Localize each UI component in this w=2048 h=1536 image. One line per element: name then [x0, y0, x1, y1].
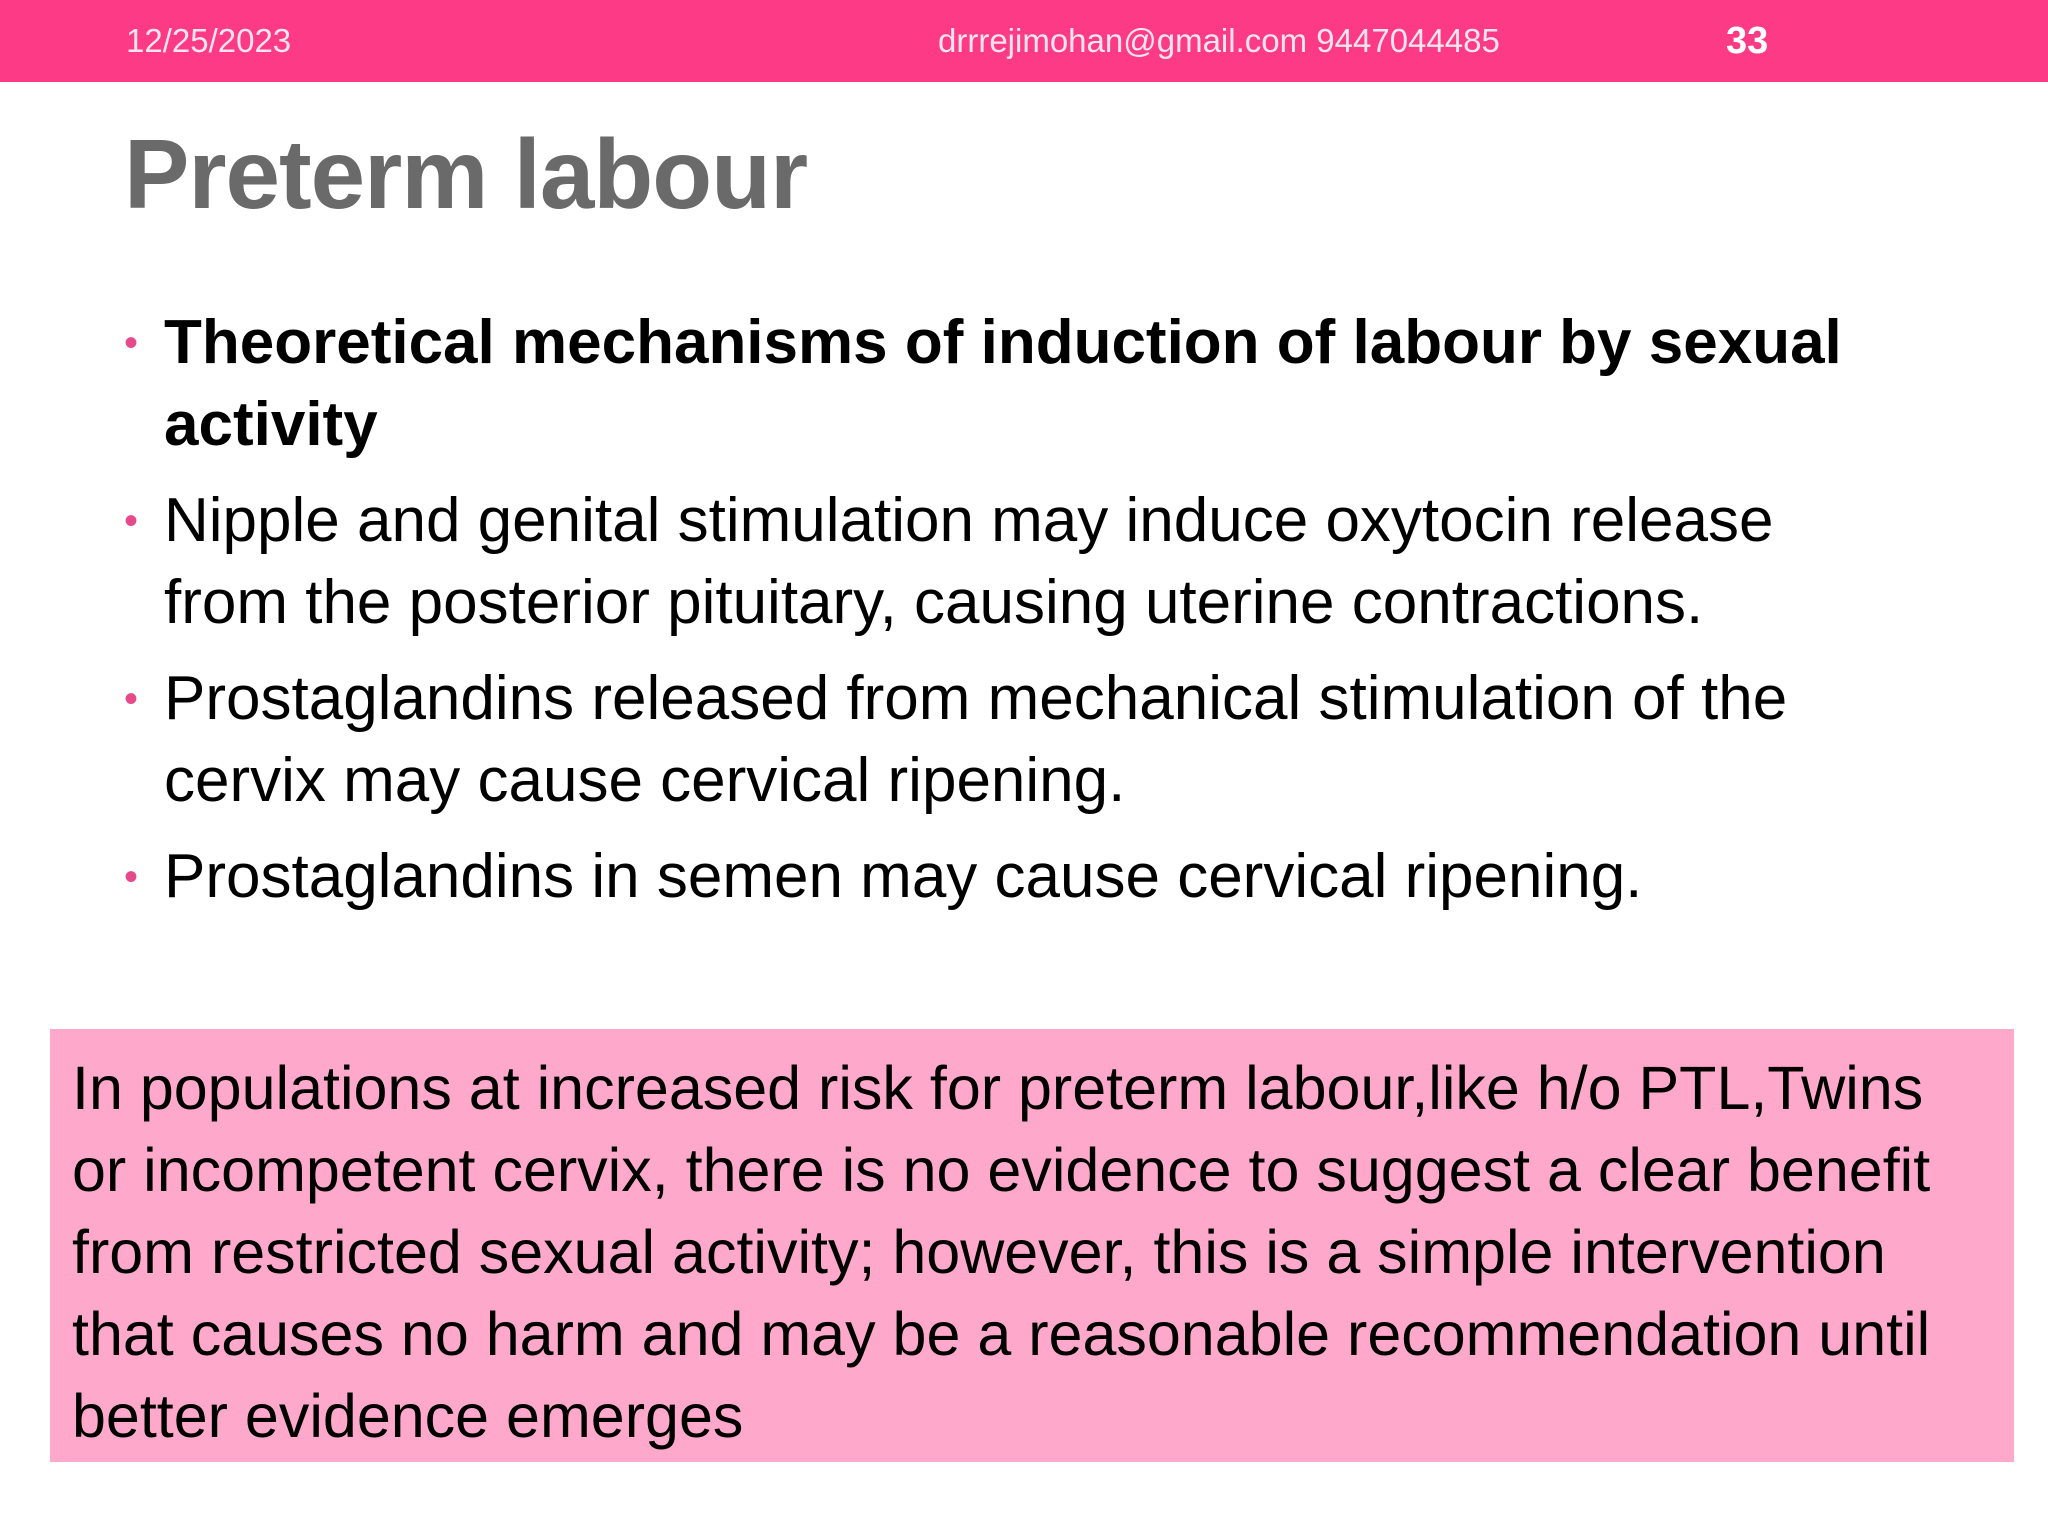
- page-number: 33: [1726, 20, 1769, 62]
- bullet-item: [120, 836, 1880, 918]
- bullet-item: [120, 658, 1880, 822]
- bullet-text: Prostaglandins in semen may cause cervical ripening.: [164, 842, 1643, 911]
- callout-text: In populations at increased risk for preterm labour,like h/o PTL,Twins or incompetent cervix, there is no evidence to suggest a clear benefit from restricted sexual activity; however, this is a simple intervention that causes no harm and may be a reasonable recommendation until better evidence emerges: [72, 1054, 1931, 1450]
- bullet-dot-icon: •: [124, 855, 139, 899]
- bullet-text: Prostaglandins released from mechanical stimulation of the cervix may cause cervical ripening.: [164, 664, 1788, 815]
- bullet-item: [120, 480, 1880, 644]
- header-bar: [0, 0, 2048, 82]
- bullet-dot-icon: •: [124, 677, 139, 721]
- bullet-item: [120, 302, 1880, 466]
- header-contact: drrrejimohan@gmail.com 9447044485: [938, 22, 1500, 59]
- bullet-dot-icon: •: [124, 321, 139, 365]
- callout-box: [50, 1029, 2014, 1462]
- bullet-text: Nipple and genital stimulation may induce oxytocin release from the posterior pituitary, causing uterine contractions.: [164, 486, 1774, 637]
- header-date: 12/25/2023: [126, 22, 292, 59]
- bullet-dot-icon: •: [124, 499, 139, 543]
- slide-title: Preterm labour: [124, 119, 808, 229]
- bullet-text: Theoretical mechanisms of induction of labour by sexual activity: [164, 308, 1842, 459]
- bullet-list: [120, 302, 1880, 932]
